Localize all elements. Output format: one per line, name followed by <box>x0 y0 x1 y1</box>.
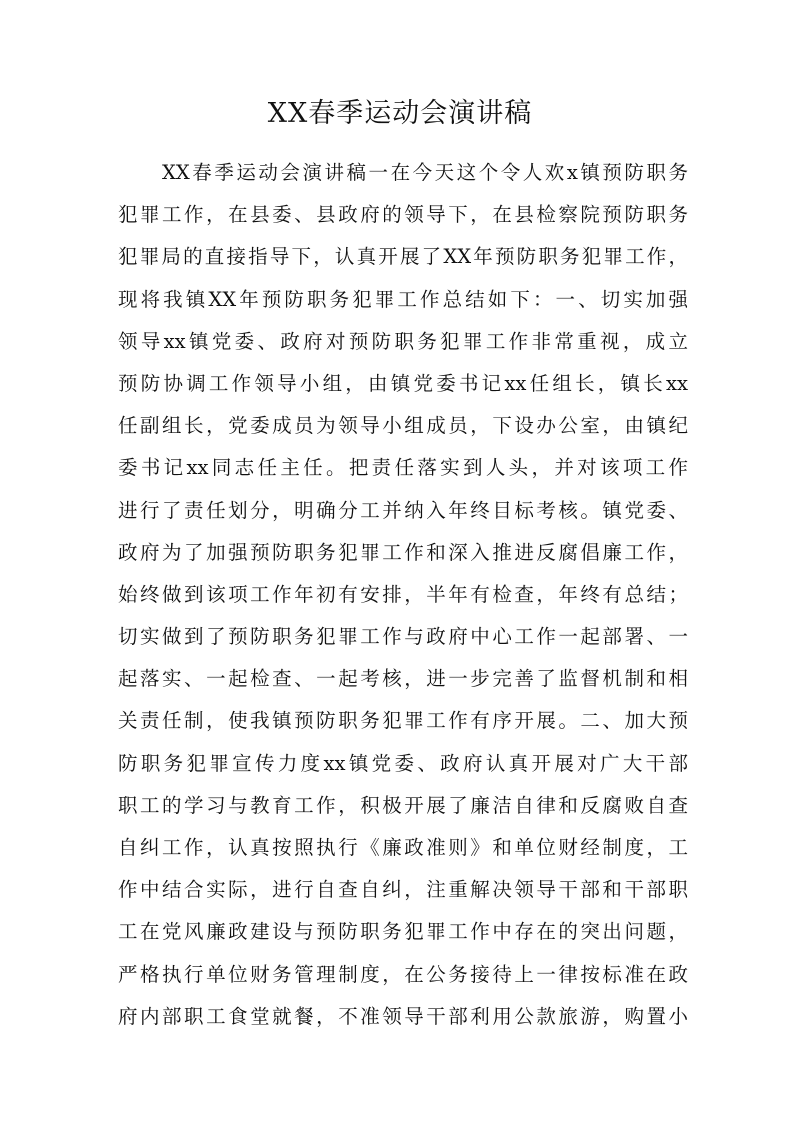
paragraph-line: 现将我镇XX年预防职务犯罪工作总结如下：一、切实加强 <box>118 287 688 311</box>
paragraph-line: 起落实、一起检查、一起考核，进一步完善了监督机制和相 <box>118 667 688 691</box>
paragraph-line: 始终做到该项工作年初有安排，半年有检查，年终有总结； <box>118 582 688 606</box>
paragraph-line: 切实做到了预防职务犯罪工作与政府中心工作一起部署、一 <box>118 625 688 649</box>
paragraph-line: 任副组长，党委成员为领导小组成员，下设办公室，由镇纪 <box>118 414 688 438</box>
paragraph-line: 领导xx镇党委、政府对预防职务犯罪工作非常重视，成立 <box>118 329 688 353</box>
paragraph-line: 严格执行单位财务管理制度，在公务接待上一律按标准在政 <box>118 962 688 986</box>
document-body <box>118 152 688 1038</box>
paragraph-line: 进行了责任划分，明确分工并纳入年终目标考核。镇党委、 <box>118 498 688 522</box>
paragraph-line: XX春季运动会演讲稿一在今天这个令人欢x镇预防职务 <box>162 161 688 184</box>
paragraph-line: 犯罪局的直接指导下，认真开展了XX年预防职务犯罪工作， <box>118 245 688 269</box>
paragraph-line: 犯罪工作，在县委、县政府的领导下，在县检察院预防职务 <box>118 203 688 227</box>
paragraph-line: 府内部职工食堂就餐，不准领导干部利用公款旅游，购置小 <box>118 1004 688 1028</box>
paragraph-line: 委书记xx同志任主任。把责任落实到人头，并对该项工作 <box>118 456 688 480</box>
paragraph-line: 职工的学习与教育工作，积极开展了廉洁自律和反腐败自查 <box>118 793 688 817</box>
paragraph-line: 自纠工作，认真按照执行《廉政准则》和单位财经制度，工 <box>118 836 688 859</box>
paragraph-line: 作中结合实际，进行自查自纠，注重解决领导干部和干部职 <box>118 878 688 902</box>
paragraph-line: 防职务犯罪宣传力度xx镇党委、政府认真开展对广大干部 <box>118 751 688 775</box>
paragraph-line: 政府为了加强预防职务犯罪工作和深入推进反腐倡廉工作， <box>118 540 688 564</box>
document-title: XX春季运动会演讲稿 <box>267 98 533 129</box>
paragraph-line: 工在党风廉政建设与预防职务犯罪工作中存在的突出问题， <box>118 920 688 944</box>
paragraph-line: 关责任制，使我镇预防职务犯罪工作有序开展。二、加大预 <box>118 709 688 733</box>
paragraph-line: 预防协调工作领导小组，由镇党委书记xx任组长，镇长xx <box>118 371 688 395</box>
